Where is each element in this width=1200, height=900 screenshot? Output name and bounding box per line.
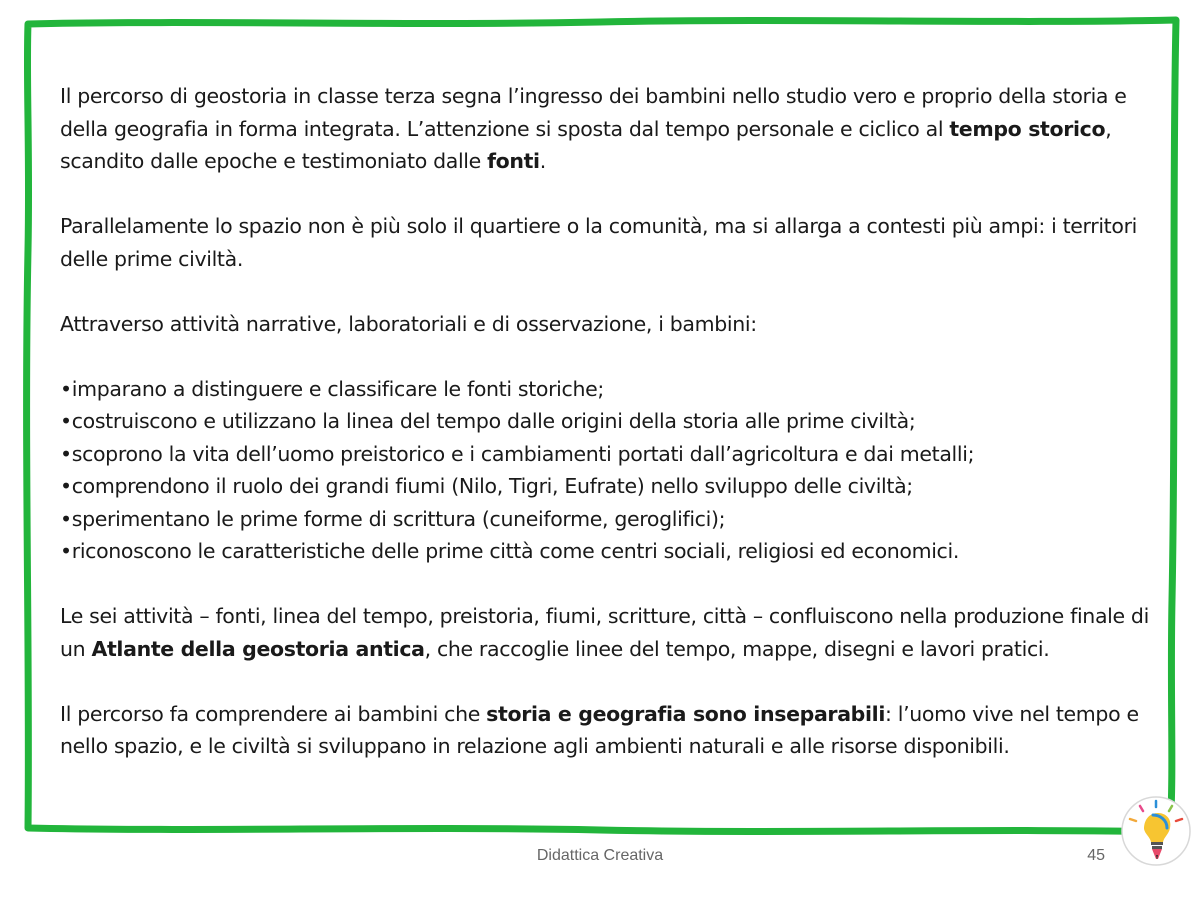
atlas-text-1: Le sei attività – fonti, linea del tempo, preistoria, fiumi, scritture, città – confluiscono nella produzione finale di un	[60, 604, 1149, 661]
space-paragraph: Parallelamente lo spazio non è più solo il quartiere o la comunità, ma si allarga a contesti più ampi: i territori delle prime civiltà.	[60, 214, 1137, 271]
bold-inseparabili: storia e geografia sono inseparabili	[486, 701, 886, 726]
footer-title: Didattica Creativa	[536, 847, 664, 864]
lightbulb-pencil-logo-icon	[1120, 795, 1192, 867]
list-item: •scoprono la vita dell’uomo preistorico e i cambiamenti portati dall’agricoltura e dai metalli;	[60, 441, 975, 466]
list-item: •sperimentano le prime forme di scrittura (cuneiforme, geroglifici);	[60, 506, 726, 531]
conclusion-text-1: Il percorso fa comprendere ai bambini che	[60, 701, 487, 726]
conclusion-paragraph	[60, 698, 1150, 763]
list-item: •costruiscono e utilizzano la linea del tempo dalle origini della storia alle prime civiltà;	[60, 409, 916, 433]
list-item: •comprendono il ruolo dei grandi fiumi (Nilo, Tigri, Eufrate) nello sviluppo delle civiltà;	[60, 474, 913, 498]
main-text-content	[60, 80, 1150, 763]
activities-list	[60, 373, 1150, 568]
bold-fonti: fonti	[487, 149, 540, 173]
bold-tempo-storico: tempo storico	[949, 116, 1106, 141]
list-item: •imparano a distinguere e classificare le fonti storiche;	[60, 376, 604, 401]
intro-text-3: .	[539, 149, 546, 173]
atlas-text-2: , che raccoglie linee del tempo, mappe, disegni e lavori pratici.	[424, 636, 1050, 661]
intro-paragraph	[60, 80, 1150, 178]
activities-intro: Attraverso attività narrative, laboratoriali e di osservazione, i bambini:	[60, 311, 757, 336]
intro-text-2: , scandito dalle epoche e testimoniato dalle	[60, 116, 1112, 173]
intro-text-1: Il percorso di geostoria in classe terza segna l’ingresso dei bambini nello studio vero e proprio della storia e della geografia in forma integrata. L’attenzione si sposta dal tempo personale e ciclico al	[60, 84, 1127, 141]
conclusion-text-2: : l’uomo vive nel tempo e nello spazio, e le civiltà si sviluppano in relazione agli ambienti naturali e alle risorse disponibili.	[60, 701, 1139, 758]
atlas-paragraph	[60, 600, 1150, 665]
page-number: 45	[1087, 847, 1105, 864]
bold-atlante: Atlante della geostoria antica	[91, 636, 425, 661]
activities-paragraph	[60, 308, 1150, 341]
list-item: •riconoscono le caratteristiche delle prime città come centri sociali, religiosi ed economici.	[60, 539, 959, 563]
